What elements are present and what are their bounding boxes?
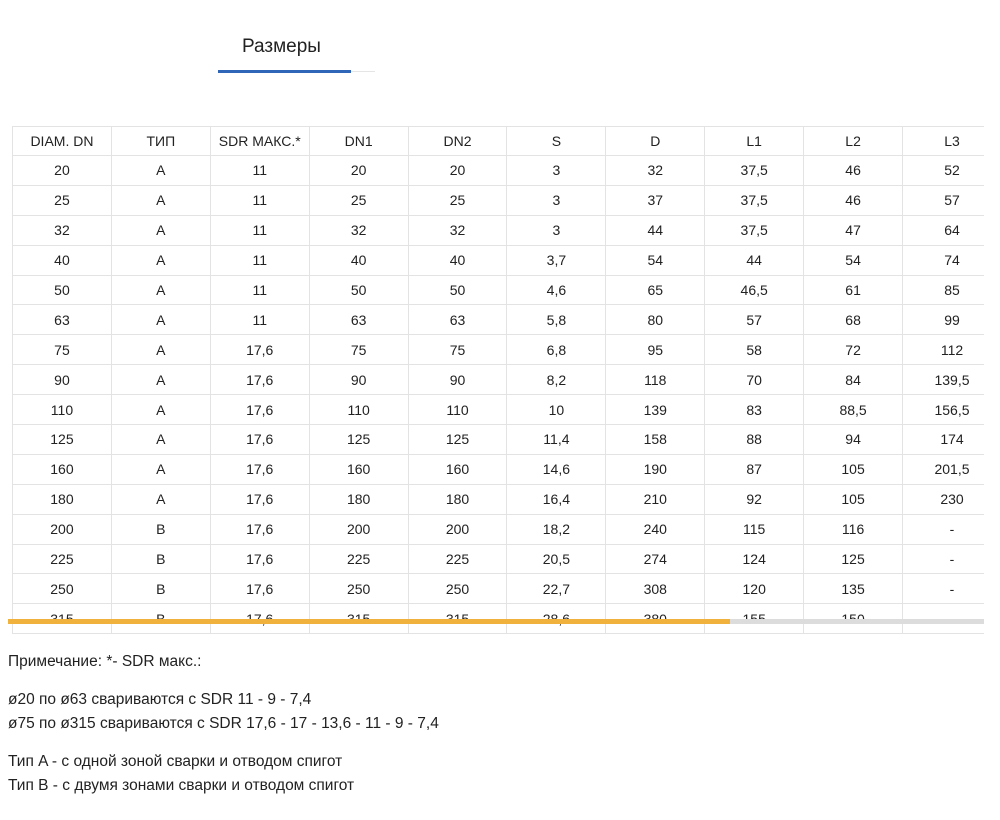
table-cell: 50 xyxy=(408,275,507,305)
table-cell: 50 xyxy=(13,275,112,305)
table-body xyxy=(13,156,985,634)
table-cell: A xyxy=(111,215,210,245)
tab-active-underline xyxy=(218,70,351,73)
table-cell: 85 xyxy=(903,275,984,305)
table-cell: 17,6 xyxy=(210,365,309,395)
table-cell: 105 xyxy=(804,484,903,514)
table-cell: 17,6 xyxy=(210,335,309,365)
column-header: SDR МАКС.* xyxy=(210,127,309,156)
table-header-row xyxy=(13,127,985,156)
table-cell: 37,5 xyxy=(705,185,804,215)
table-cell: 40 xyxy=(13,245,112,275)
table-cell: 68 xyxy=(804,305,903,335)
table-row xyxy=(13,544,985,574)
table-cell: 200 xyxy=(309,514,408,544)
table-cell: 5,8 xyxy=(507,305,606,335)
table-cell: 115 xyxy=(705,514,804,544)
table-cell: 61 xyxy=(804,275,903,305)
column-header: DIAM. DN xyxy=(13,127,112,156)
tab-sizes-label: Размеры xyxy=(242,36,321,57)
table-row xyxy=(13,484,985,514)
table-cell: 17,6 xyxy=(210,574,309,604)
table-cell: 3 xyxy=(507,185,606,215)
table-cell: 87 xyxy=(705,454,804,484)
table-cell: 225 xyxy=(408,544,507,574)
table-cell: 11 xyxy=(210,275,309,305)
table-cell: 3,7 xyxy=(507,245,606,275)
table-cell: 112 xyxy=(903,335,984,365)
table-cell: B xyxy=(111,574,210,604)
column-header: DN1 xyxy=(309,127,408,156)
table-cell: 200 xyxy=(13,514,112,544)
table-cell: 10 xyxy=(507,395,606,425)
table-cell: 274 xyxy=(606,544,705,574)
table-row xyxy=(13,215,985,245)
notes-title: Примечание: *- SDR макс.: xyxy=(8,653,202,670)
table-cell: 32 xyxy=(309,215,408,245)
table-cell: 160 xyxy=(408,454,507,484)
table-cell: 44 xyxy=(705,245,804,275)
table-cell: 8,2 xyxy=(507,365,606,395)
table-cell: 11 xyxy=(210,215,309,245)
table-cell: 125 xyxy=(13,425,112,455)
note-line-3: Тип A - с одной зоной сварки и отводом спигот xyxy=(8,753,343,770)
table-cell: 11 xyxy=(210,305,309,335)
column-header: L3 xyxy=(903,127,984,156)
table-cell: 105 xyxy=(804,454,903,484)
table-cell: 25 xyxy=(13,185,112,215)
table-cell: 135 xyxy=(804,574,903,604)
notes-section xyxy=(8,650,439,798)
table-cell: 118 xyxy=(606,365,705,395)
table-cell: 52 xyxy=(903,156,984,186)
column-header: L2 xyxy=(804,127,903,156)
table-cell: - xyxy=(903,514,984,544)
table-row xyxy=(13,245,985,275)
column-header: ТИП xyxy=(111,127,210,156)
table-cell: 22,7 xyxy=(507,574,606,604)
table-cell: 190 xyxy=(606,454,705,484)
table-row xyxy=(13,454,985,484)
table-cell: 17,6 xyxy=(210,484,309,514)
table-cell: 308 xyxy=(606,574,705,604)
table-cell: 65 xyxy=(606,275,705,305)
table-cell: 63 xyxy=(309,305,408,335)
table-cell: 160 xyxy=(309,454,408,484)
table-cell: 44 xyxy=(606,215,705,245)
note-line-4: Тип B - с двумя зонами сварки и отводом спигот xyxy=(8,777,355,794)
table-cell: 63 xyxy=(408,305,507,335)
table-cell: 95 xyxy=(606,335,705,365)
table-cell: 110 xyxy=(13,395,112,425)
table-cell: 54 xyxy=(804,245,903,275)
table-cell: A xyxy=(111,425,210,455)
table-cell: 240 xyxy=(606,514,705,544)
table-cell: 72 xyxy=(804,335,903,365)
table-cell: A xyxy=(111,365,210,395)
table-cell: 160 xyxy=(13,454,112,484)
table-cell: 120 xyxy=(705,574,804,604)
table-cell: 16,4 xyxy=(507,484,606,514)
table-cell: 156,5 xyxy=(903,395,984,425)
column-header: L1 xyxy=(705,127,804,156)
table-row xyxy=(13,365,985,395)
table-cell: 74 xyxy=(903,245,984,275)
table-cell: 88 xyxy=(705,425,804,455)
table-cell: 84 xyxy=(804,365,903,395)
table-cell: 46,5 xyxy=(705,275,804,305)
table-cell: 180 xyxy=(408,484,507,514)
table-cell: 3 xyxy=(507,215,606,245)
table-row xyxy=(13,574,985,604)
table-row xyxy=(13,156,985,186)
table-cell: 92 xyxy=(705,484,804,514)
table-cell: 58 xyxy=(705,335,804,365)
table-cell: 20,5 xyxy=(507,544,606,574)
table-cell: 125 xyxy=(408,425,507,455)
table-cell: A xyxy=(111,275,210,305)
table-cell: 250 xyxy=(408,574,507,604)
table-row xyxy=(13,275,985,305)
table-cell: 210 xyxy=(606,484,705,514)
table-cell: 11,4 xyxy=(507,425,606,455)
table-cell: A xyxy=(111,454,210,484)
table-cell: 11 xyxy=(210,185,309,215)
table-cell: A xyxy=(111,335,210,365)
table-cell: 6,8 xyxy=(507,335,606,365)
table-cell: A xyxy=(111,395,210,425)
table-cell: 37 xyxy=(606,185,705,215)
tab-sizes[interactable] xyxy=(218,26,352,70)
table-cell: 158 xyxy=(606,425,705,455)
table-cell: 20 xyxy=(408,156,507,186)
table-cell: 11 xyxy=(210,156,309,186)
table-cell: 70 xyxy=(705,365,804,395)
table-cell: 75 xyxy=(408,335,507,365)
table-cell: 11 xyxy=(210,245,309,275)
table-cell: 17,6 xyxy=(210,395,309,425)
table-cell: A xyxy=(111,305,210,335)
table-cell: 25 xyxy=(309,185,408,215)
dimensions-table-container[interactable] xyxy=(12,126,984,634)
table-cell: 75 xyxy=(13,335,112,365)
table-cell: 250 xyxy=(13,574,112,604)
table-cell: 20 xyxy=(13,156,112,186)
table-cell: 50 xyxy=(309,275,408,305)
table-cell: 225 xyxy=(13,544,112,574)
table-cell: 110 xyxy=(309,395,408,425)
note-line-2: ø75 по ø315 свариваются с SDR 17,6 - 17 - 13,6 - 11 - 9 - 7,4 xyxy=(8,715,439,732)
table-cell: 200 xyxy=(408,514,507,544)
table-cell: 94 xyxy=(804,425,903,455)
table-cell: 90 xyxy=(13,365,112,395)
table-cell: 47 xyxy=(804,215,903,245)
column-header: DN2 xyxy=(408,127,507,156)
table-cell: 90 xyxy=(408,365,507,395)
table-cell: 54 xyxy=(606,245,705,275)
table-cell: 90 xyxy=(309,365,408,395)
table-cell: 17,6 xyxy=(210,454,309,484)
table-cell: 40 xyxy=(309,245,408,275)
table-cell: 18,2 xyxy=(507,514,606,544)
table-row xyxy=(13,335,985,365)
table-cell: 75 xyxy=(309,335,408,365)
table-cell: 32 xyxy=(606,156,705,186)
table-cell: 57 xyxy=(903,185,984,215)
table-cell: 99 xyxy=(903,305,984,335)
table-cell: 180 xyxy=(309,484,408,514)
table-cell: 4,6 xyxy=(507,275,606,305)
table-cell: 139 xyxy=(606,395,705,425)
table-cell: 180 xyxy=(13,484,112,514)
table-cell: A xyxy=(111,484,210,514)
table-cell: A xyxy=(111,185,210,215)
table-cell: 125 xyxy=(804,544,903,574)
table-cell: 110 xyxy=(408,395,507,425)
table-cell: 32 xyxy=(408,215,507,245)
tab-bar xyxy=(218,26,352,70)
column-header: S xyxy=(507,127,606,156)
table-cell: 37,5 xyxy=(705,215,804,245)
table-cell: 88,5 xyxy=(804,395,903,425)
table-cell: 201,5 xyxy=(903,454,984,484)
table-cell: 57 xyxy=(705,305,804,335)
table-cell: 40 xyxy=(408,245,507,275)
table-cell: B xyxy=(111,544,210,574)
table-cell: 32 xyxy=(13,215,112,245)
table-cell: 14,6 xyxy=(507,454,606,484)
table-cell: 125 xyxy=(309,425,408,455)
table-cell: B xyxy=(111,514,210,544)
table-cell: 25 xyxy=(408,185,507,215)
table-cell: 83 xyxy=(705,395,804,425)
table-cell: 174 xyxy=(903,425,984,455)
table-cell: 116 xyxy=(804,514,903,544)
table-row xyxy=(13,395,985,425)
column-header: D xyxy=(606,127,705,156)
table-row xyxy=(13,185,985,215)
table-cell: 250 xyxy=(309,574,408,604)
table-cell: 225 xyxy=(309,544,408,574)
table-cell: 46 xyxy=(804,185,903,215)
scrollbar-thumb[interactable] xyxy=(8,619,730,624)
table-row xyxy=(13,305,985,335)
table-cell: - xyxy=(903,574,984,604)
table-cell: 80 xyxy=(606,305,705,335)
table-row xyxy=(13,514,985,544)
table-cell: 64 xyxy=(903,215,984,245)
horizontal-scrollbar[interactable] xyxy=(8,619,984,624)
table-cell: A xyxy=(111,156,210,186)
table-cell: 46 xyxy=(804,156,903,186)
table-cell: 17,6 xyxy=(210,544,309,574)
table-cell: 63 xyxy=(13,305,112,335)
table-cell: 20 xyxy=(309,156,408,186)
table-cell: 17,6 xyxy=(210,425,309,455)
dimensions-table xyxy=(12,126,984,634)
table-cell: 3 xyxy=(507,156,606,186)
table-cell: - xyxy=(903,544,984,574)
table-row xyxy=(13,425,985,455)
table-cell: 230 xyxy=(903,484,984,514)
table-cell: 139,5 xyxy=(903,365,984,395)
table-cell: 124 xyxy=(705,544,804,574)
note-line-1: ø20 по ø63 свариваются с SDR 11 - 9 - 7,4 xyxy=(8,691,312,708)
table-cell: 17,6 xyxy=(210,514,309,544)
table-cell: 37,5 xyxy=(705,156,804,186)
table-cell: A xyxy=(111,245,210,275)
